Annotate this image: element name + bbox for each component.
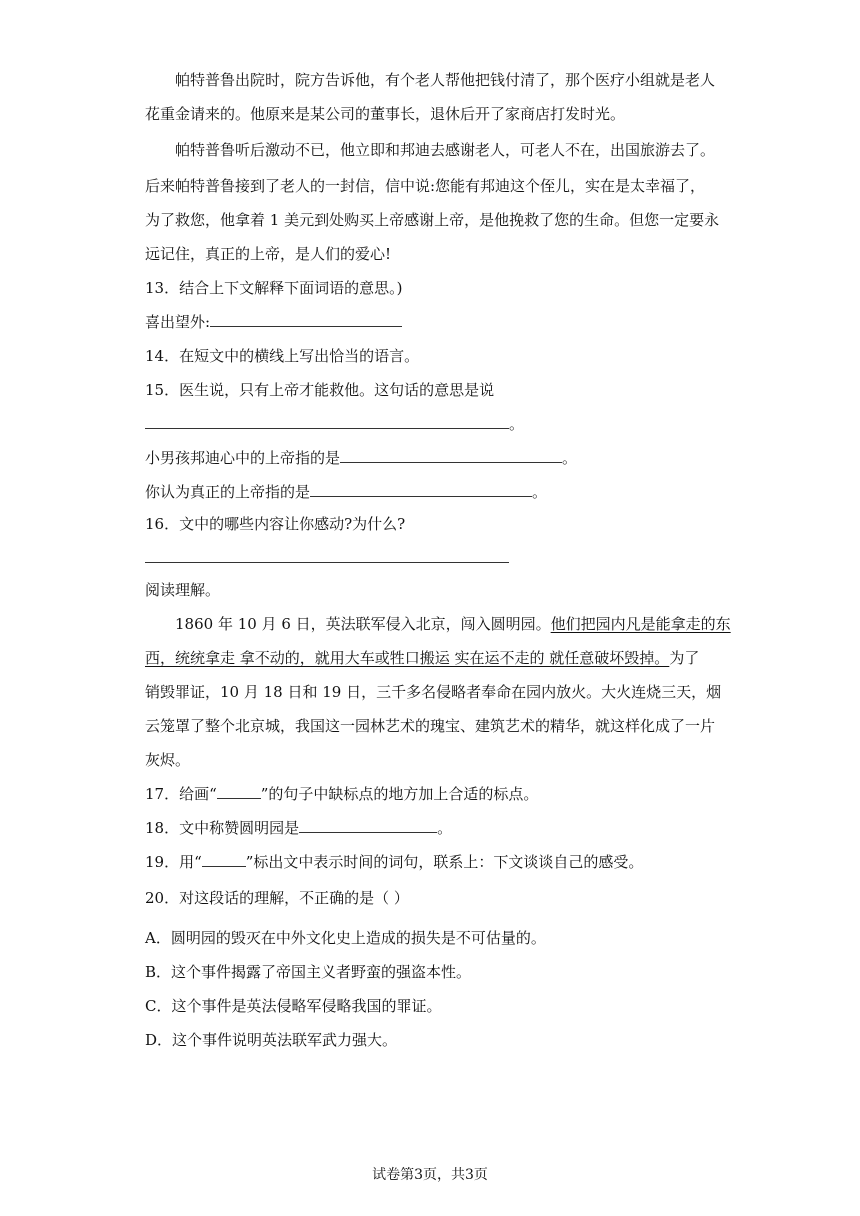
answer-blank[interactable] [145,548,509,563]
passage-line: 帕特普鲁出院时，院方告诉他，有个老人帮他把钱付清了，那个医疗小组就是老人 [175,71,716,89]
question-18 [145,818,725,838]
question-15: 15．医生说，只有上帝才能救他。这句话的意思是说 [145,381,495,399]
period: 。 [437,819,453,837]
question-13-word [145,312,725,332]
question-15-answer [145,414,725,434]
passage-line: 后来帕特普鲁接到了老人的一封信，信中说:您能有邦迪这个侄儿，实在是太幸福了， [145,177,706,195]
question-17-b: ”的句子中缺标点的地方加上合适的标点。 [260,785,539,803]
page-footer: 试卷第3页，共3页 [372,1167,488,1183]
section-heading: 阅读理解。 [145,581,221,599]
underlined-sentence: 西，统统拿走 拿不动的，就用大车或牲口搬运 实在运不走的 就任意破坏毁掉。 [145,649,670,667]
passage-line: 销毁罪证，10 月 18 日和 19 日，三千多名侵略者奉命在园内放火。大火连烧三天，烟 [145,683,722,701]
option-c[interactable]: C．这个事件是英法侵略军侵略我国的罪证。 [145,997,442,1015]
question-13: 13．结合上下文解释下面词语的意思。) [145,279,403,297]
question-15-b-text: 小男孩邦迪心中的上帝指的是 [145,449,341,467]
question-17 [145,784,725,804]
passage-line: 云笼罩了整个北京城，我国这一园林艺术的瑰宝、建筑艺术的精华，就这样化成了一片 [145,717,716,735]
passage-line: 帕特普鲁听后激动不已，他立即和邦迪去感谢老人，可老人不在，出国旅游去了。 [175,141,716,159]
question-14: 14．在短文中的横线上写出恰当的语言。 [145,347,420,365]
question-19-b: ”标出文中表示时间的词句，联系上：下文谈谈自己的感受。 [245,853,644,871]
option-a[interactable]: A．圆明园的毁灭在中外文化史上造成的损失是不可估量的。 [145,929,546,947]
answer-blank[interactable] [145,414,367,429]
question-16: 16．文中的哪些内容让你感动?为什么? [145,515,406,533]
question-15-c [145,482,725,502]
passage-line: 灰烬。 [145,751,191,769]
word-label: 喜出望外: [145,313,211,331]
underline-mark [217,784,261,799]
passage-line: 远记住，真正的上帝，是人们的爱心! [145,245,392,263]
passage-line: 花重金请来的。他原来是某公司的董事长，退休后开了家商店打发时光。 [145,105,626,123]
answer-blank[interactable] [210,312,402,327]
underlined-sentence: 他们把园内凡是能拿走的东 [550,615,731,633]
question-20: 20．对这段话的理解，不正确的是（ ） [145,889,409,907]
passage-text: 1860 年 10 月 6 日，英法联军侵入北京，闯入圆明园。 [175,615,551,633]
period: 。 [532,483,548,501]
question-15-b [145,448,725,468]
passage-line: 为了救您，他拿着 1 美元到处购买上帝感谢上帝，是他挽救了您的生命。但您一定要永 [145,211,720,229]
option-b[interactable]: B．这个事件揭露了帝国主义者野蛮的强盗本性。 [145,963,472,981]
passage-line [175,614,755,634]
underline-mark [202,852,246,867]
question-15-c-text: 你认为真正的上帝指的是 [145,483,311,501]
question-16-answer [145,548,725,568]
answer-blank[interactable] [299,818,437,833]
question-18-text: 18．文中称赞圆明园是 [145,819,300,837]
answer-blank[interactable] [340,448,562,463]
question-19-a: 19．用“ [145,853,202,871]
question-19 [145,852,725,872]
answer-blank[interactable] [310,482,532,497]
passage-text: 为了 [669,649,700,667]
passage-line [145,648,725,668]
period: 。 [562,449,578,467]
option-d[interactable]: D．这个事件说明英法联军武力强大。 [145,1031,398,1049]
answer-blank[interactable] [367,414,509,429]
period: 。 [509,415,525,433]
question-17-a: 17．给画“ [145,785,217,803]
